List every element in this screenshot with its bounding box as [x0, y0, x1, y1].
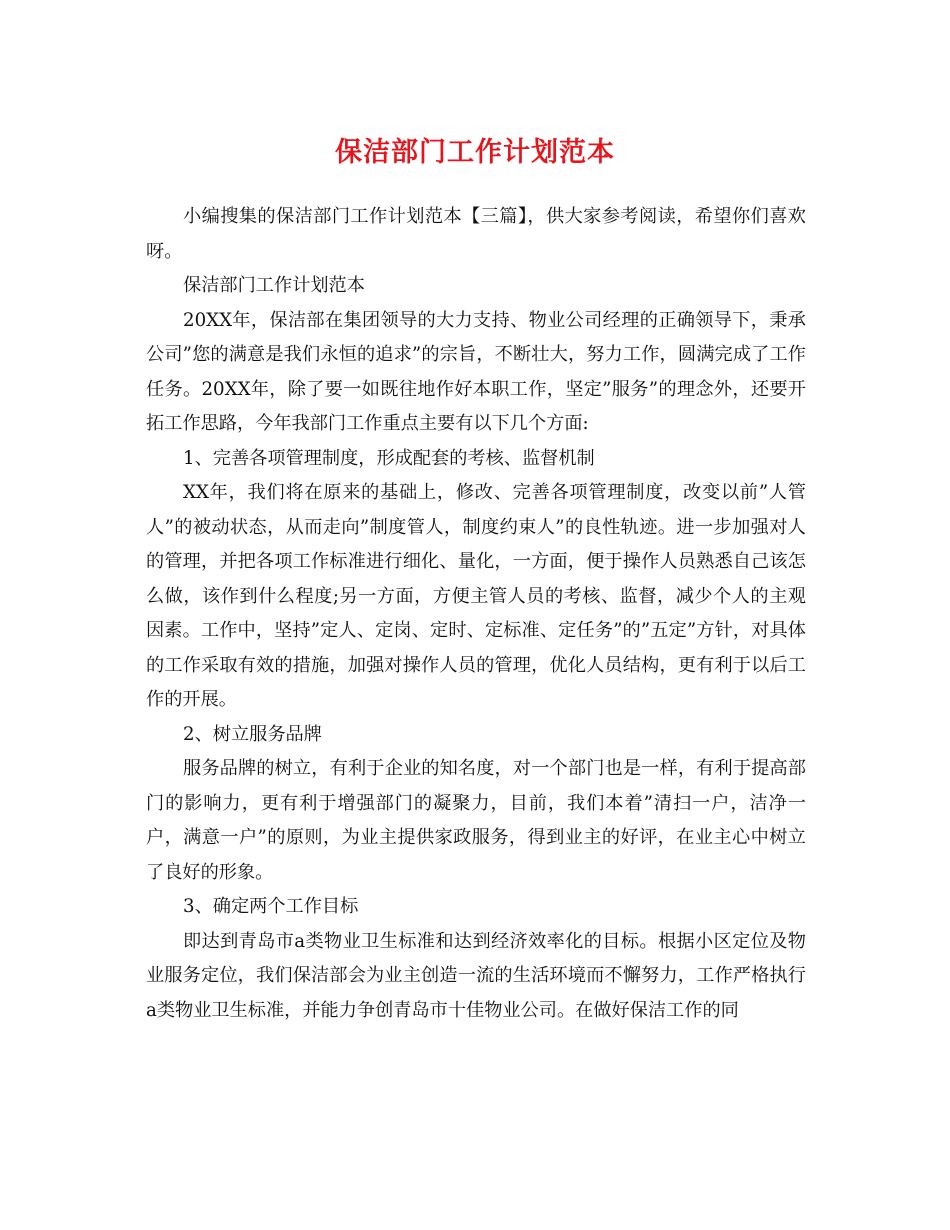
body-paragraph: XX年，我们将在原来的基础上，修改、完善各项管理制度，改变以前”人管人”的被动状态，从而走向”制度管人，制度约束人”的良性轨迹。进一步加强对人的管理，并把各项工作标准进行细化、量化，一方面，便于操作人员熟悉自己该怎么做，该作到什么程度;另一方面，方便主管人员的考核、监督，减少个人的主观因素。工作中，坚持”定人、定岗、定时、定标准、定任务”的”五定”方针，对具体的工作采取有效的措施，加强对操作人员的管理，优化人员结构，更有利于以后工作的开展。: [146, 482, 806, 710]
body-paragraph: 即达到青岛市a类物业卫生标准和达到经济效率化的目标。根据小区定位及物业服务定位，我们保洁部会为业主创造一流的生活环境而不懈努力，工作严格执行a类物业卫生标准，并能力争创青岛市十佳物业公司。在做好保洁工作的同: [146, 930, 806, 1021]
body-paragraph: 服务品牌的树立，有利于企业的知名度，对一个部门也是一样，有利于提高部门的影响力，更有利于增强部门的凝聚力，目前，我们本着”清扫一户，洁净一户，满意一户”的原则，为业主提供家政服务，得到业主的好评，在业主心中树立了良好的形象。: [146, 758, 806, 883]
document-title: 保洁部门工作计划范本: [335, 137, 615, 168]
body-paragraph: 20XX年，保洁部在集团领导的大力支持、物业公司经理的正确领导下，秉承公司”您的满意是我们永恒的追求”的宗旨，不断壮大，努力工作，圆满完成了工作任务。20XX年，除了要一如既往地作好本职工作，坚定”服务”的理念外，还要开拓工作思路，今年我部门工作重点主要有以下几个方面:: [146, 309, 806, 434]
intro-paragraph: 小编搜集的保洁部门工作计划范本【三篇】，供大家参考阅读，希望你们喜欢呀。: [146, 206, 806, 262]
section-heading: 保洁部门工作计划范本: [183, 275, 365, 296]
item-heading-3: 3、确定两个工作目标: [183, 896, 359, 917]
document-body: [146, 200, 806, 1028]
item-heading-2: 2、树立服务品牌: [183, 723, 322, 745]
item-heading-1: 1、完善各项管理制度，形成配套的考核、监督机制: [183, 447, 595, 469]
